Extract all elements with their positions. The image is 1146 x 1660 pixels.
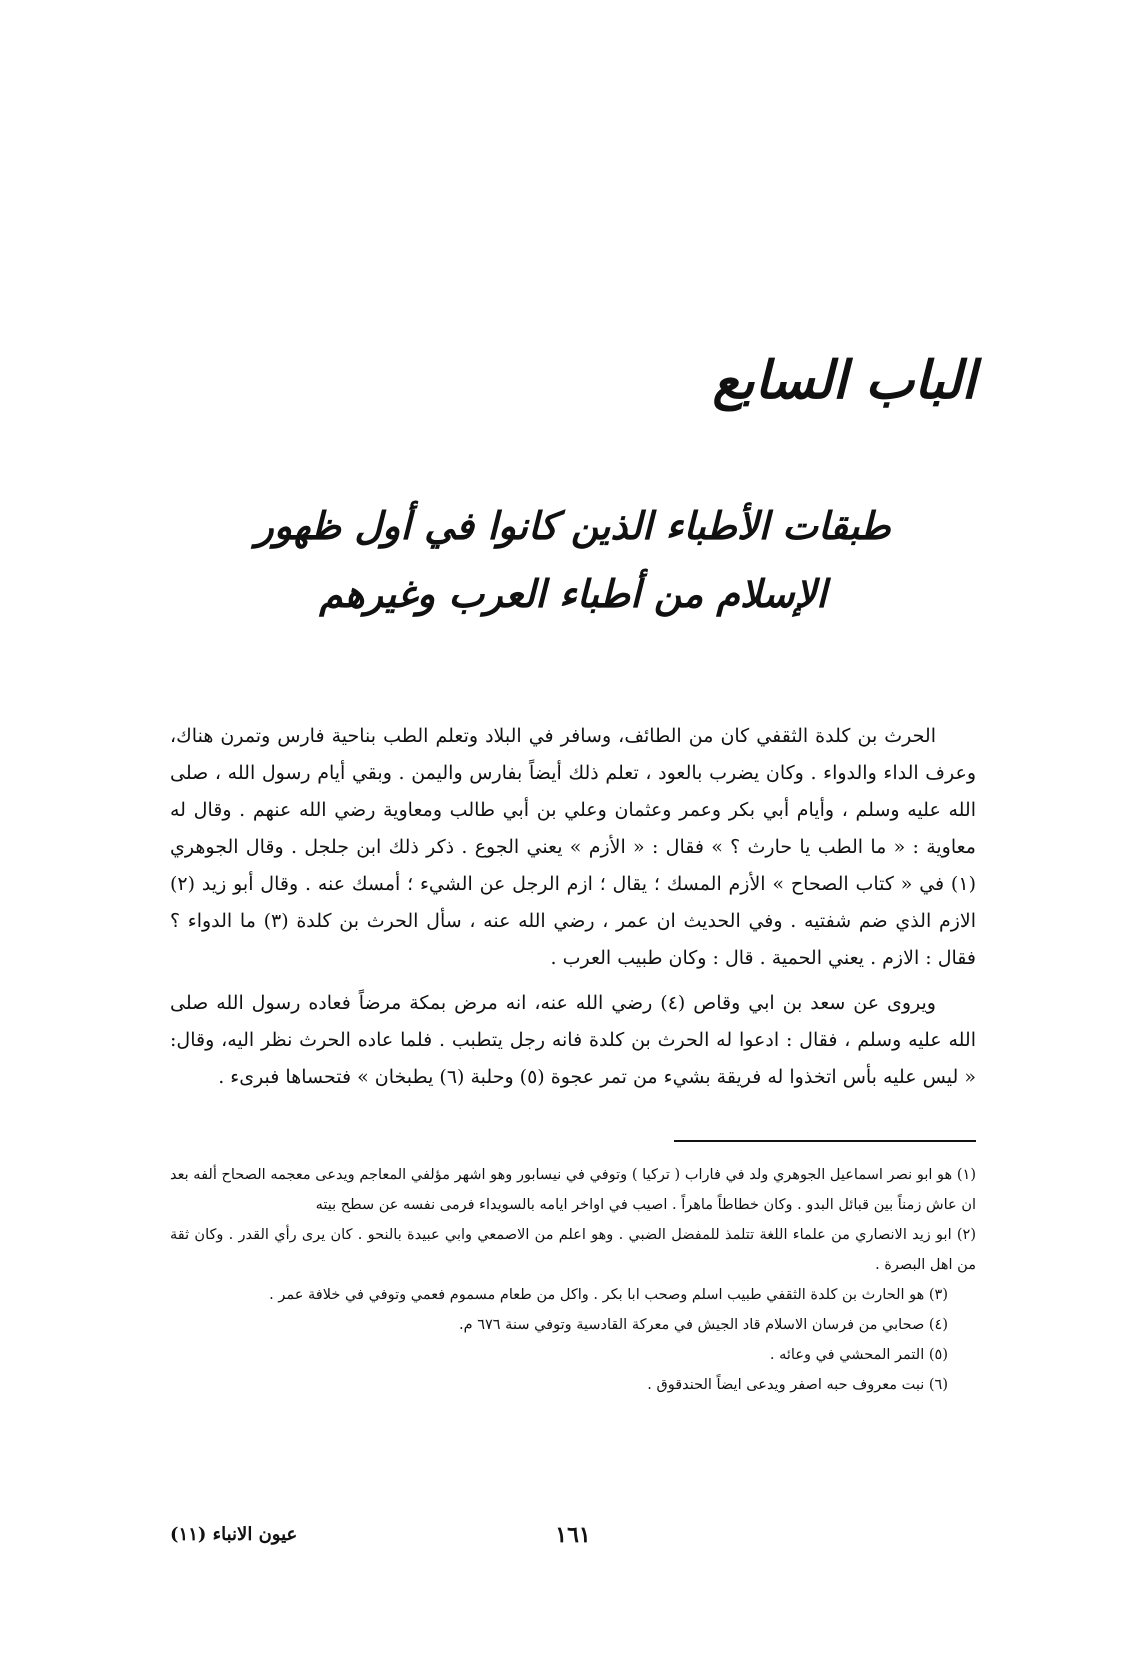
page-number: ١٦١ <box>555 1522 591 1548</box>
section-title-line-1: طبقات الأطباء الذين كانوا في أول ظهور <box>255 503 891 548</box>
footnotes <box>170 1160 976 1400</box>
section-title <box>160 492 986 628</box>
footnote-separator <box>674 1140 976 1142</box>
body-text <box>170 718 976 1104</box>
page-footer <box>170 1522 976 1562</box>
chapter-title: الباب السابع <box>712 350 976 411</box>
footnote-3: (٣) هو الحارث بن كلدة الثقفي طبيب اسلم وصحب ابا بكر . واكل من طعام مسموم فعمي وتوفي في خلافة عمر . <box>269 1287 948 1303</box>
book-signature-mark: عيون الانباء (١١) <box>170 1524 298 1545</box>
footnote-4: (٤) صحابي من فرسان الاسلام قاد الجيش في معركة القادسية وتوفي سنة ٦٧٦ م. <box>459 1317 948 1333</box>
section-title-line-2: الإسلام من أطباء العرب وغيرهم <box>319 571 827 616</box>
paragraph-1: الحرث بن كلدة الثقفي كان من الطائف، وسافر في البلاد وتعلم الطب بناحية فارس وتمرن هناك، وعرف الداء والدواء . وكان يضرب بالعود ، تعلم ذلك أيضاً بفارس واليمن . وبقي أيام رسول الله ، صلى الله عليه وسلم ، وأيام أبي بكر وعمر وعثمان وعلي بن أبي طالب ومعاوية رضي الله عنهم . وقال له معاوية : « ما الطب يا حارث ؟ » فقال : « الأزم » يعني الجوع . ذكر ذلك ابن جلجل . وقال الجوهري (١) في « كتاب الصحاح » الأزم المسك ؛ يقال ؛ ازم الرجل عن الشيء ؛ أمسك عنه . وقال أبو زيد (٢) الازم الذي ضم شفتيه . وفي الحديث ان عمر ، رضي الله عنه ، سأل الحرث بن كلدة (٣) ما الدواء ؟ فقال : الازم . يعني الحمية . قال : وكان طبيب العرب . <box>170 725 977 969</box>
paragraph-2: ويروى عن سعد بن ابي وقاص (٤) رضي الله عنه، انه مرض بمكة مرضاً فعاده رسول الله صلى الله عليه وسلم ، فقال : ادعوا له الحرث بن كلدة فانه رجل يتطبب . فلما عاده الحرث نظر اليه، وقال: « ليس عليه بأس اتخذوا له فريقة بشيء من تمر عجوة (٥) وحلبة (٦) يطبخان » فتحساها فبرىء . <box>170 992 976 1088</box>
footnote-1: (١) هو ابو نصر اسماعيل الجوهري ولد في فاراب ( تركيا ) وتوفي في نيسابور وهو اشهر مؤلفي المعاجم ويدعى معجمه الصحاح ألفه بعد ان عاش زمناً بين قبائل البدو . وكان خطاطاً ماهراً . اصيب في اواخر ايامه بالسويداء فرمى نفسه عن سطح بيته <box>170 1167 976 1213</box>
footnote-2: (٢) ابو زيد الانصاري من علماء اللغة تتلمذ للمفضل الضبي . وهو اعلم من الاصمعي وابي عبيدة بالنحو . كان يرى رأي القدر . وكان ثقة من اهل البصرة . <box>170 1227 976 1273</box>
footnote-6: (٦) نبت معروف حبه اصفر ويدعى ايضاً الحندقوق . <box>647 1377 948 1393</box>
footnote-5: (٥) التمر المحشي في وعائه . <box>769 1347 948 1363</box>
